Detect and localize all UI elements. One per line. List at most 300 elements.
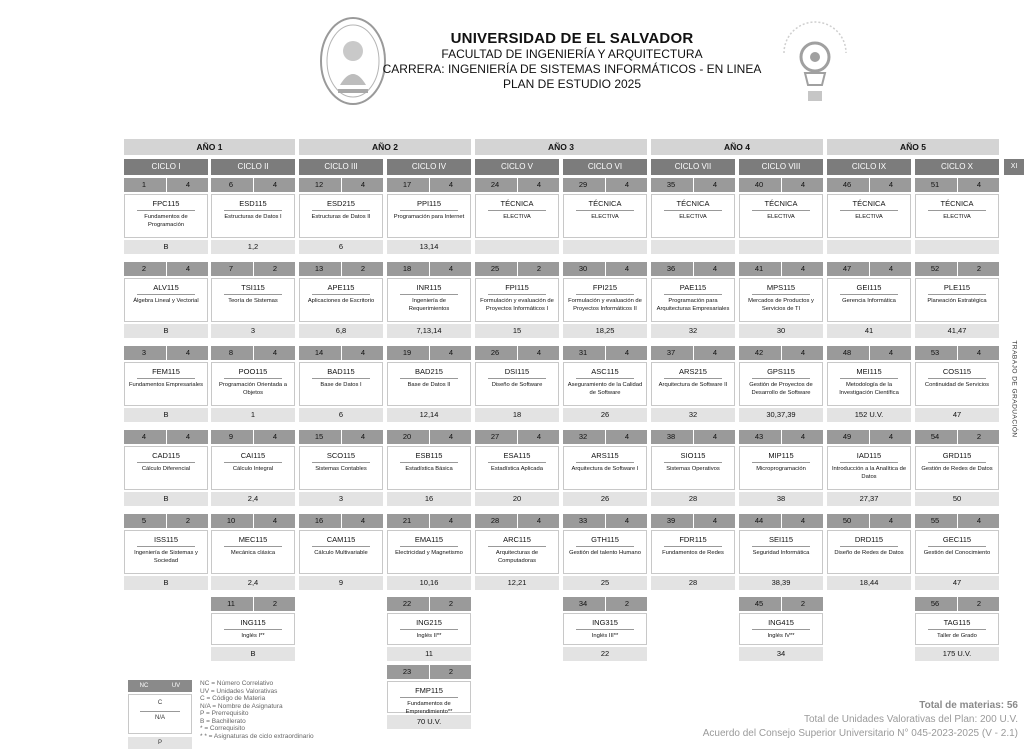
course-nc: 43 — [754, 432, 764, 441]
course-body[interactable] — [211, 194, 295, 238]
course-body[interactable] — [651, 362, 735, 406]
number-divider — [429, 178, 430, 192]
course-nc: 22 — [402, 599, 412, 608]
course-number-bar — [563, 178, 647, 192]
course-nc: 32 — [578, 432, 588, 441]
year-header: AÑO 4 — [651, 139, 823, 155]
course-uv: 4 — [448, 180, 454, 189]
course-body[interactable] — [475, 194, 559, 238]
course-name: Cálculo Multivariable — [314, 550, 368, 556]
course-name: ELECTIVA — [855, 214, 883, 220]
number-divider — [693, 514, 694, 528]
course-number-bar — [827, 430, 911, 444]
course-code: PLE115 — [928, 283, 986, 295]
number-divider — [693, 178, 694, 192]
course-name: ELECTIVA — [767, 214, 795, 220]
course-prerequisite: 26 — [563, 408, 647, 422]
course-body[interactable] — [387, 530, 471, 574]
course-nc: 13 — [314, 264, 324, 273]
number-divider — [429, 430, 430, 444]
course-nc: 45 — [754, 599, 764, 608]
course-name: Introducción a la Analítica de Datos — [831, 466, 907, 480]
course-code: ESA115 — [488, 451, 546, 463]
course-uv: 4 — [888, 180, 894, 189]
course-body[interactable] — [299, 530, 383, 574]
course-prerequisite — [915, 240, 999, 254]
course-body[interactable] — [915, 530, 999, 574]
legend-item: P = Prerrequisito — [200, 710, 249, 717]
course-number-bar — [387, 178, 471, 192]
course-number-bar — [475, 178, 559, 192]
course-nc: 56 — [930, 599, 940, 608]
number-divider — [253, 514, 254, 528]
course-nc: 47 — [842, 264, 852, 273]
course-number-bar — [124, 430, 208, 444]
course-name: Inglés I** — [241, 633, 265, 639]
course-body[interactable] — [124, 278, 208, 322]
course-name: Cálculo Integral — [232, 466, 274, 472]
number-divider — [341, 430, 342, 444]
number-divider — [957, 262, 958, 276]
course-code: ASC115 — [576, 367, 634, 379]
course-body[interactable] — [299, 362, 383, 406]
course-prerequisite: 28 — [651, 492, 735, 506]
course-prerequisite: 3 — [211, 324, 295, 338]
course-body[interactable] — [387, 278, 471, 322]
course-name: Continuidad de Servicios — [924, 382, 990, 388]
legend-item: B = Bachillerato — [200, 717, 246, 725]
course-prerequisite: 28 — [651, 576, 735, 590]
course-prerequisite: 30,37,39 — [739, 408, 823, 422]
course-code: TSI115 — [224, 283, 282, 295]
course-nc: 6 — [228, 180, 234, 189]
course-nc: 18 — [402, 264, 412, 273]
course-body[interactable] — [124, 362, 208, 406]
course-uv: 4 — [800, 180, 806, 189]
course-code: FMP115 — [400, 686, 458, 698]
course-prerequisite: 50 — [915, 492, 999, 506]
course-prerequisite: 47 — [915, 408, 999, 422]
course-prerequisite: 11 — [387, 647, 471, 661]
course-uv: 4 — [888, 432, 894, 441]
course-nc: 19 — [402, 348, 412, 357]
number-divider — [781, 430, 782, 444]
course-nc: 52 — [930, 264, 940, 273]
course-number-bar — [387, 597, 471, 611]
number-divider — [341, 178, 342, 192]
course-code: MIP115 — [752, 451, 810, 463]
course-nc: 51 — [930, 180, 940, 189]
course-body[interactable] — [299, 278, 383, 322]
course-body[interactable] — [827, 530, 911, 574]
course-body[interactable] — [475, 446, 559, 490]
course-number-bar — [915, 430, 999, 444]
course-uv: 2 — [624, 599, 630, 608]
course-name: ELECTIVA — [943, 214, 971, 220]
course-name: ELECTIVA — [591, 214, 619, 220]
course-prerequisite: B — [124, 576, 208, 590]
cycle-xi-header: XI — [1004, 159, 1024, 175]
number-divider — [341, 262, 342, 276]
course-uv: 4 — [624, 180, 630, 189]
year-header: AÑO 5 — [827, 139, 999, 155]
course-body[interactable] — [387, 681, 471, 713]
course-prerequisite: 47 — [915, 576, 999, 590]
course-prerequisite: 1,2 — [211, 240, 295, 254]
course-nc: 24 — [490, 180, 500, 189]
course-code: PAE115 — [664, 283, 722, 295]
legend-item: * * = Asignaturas de ciclo extraordinario — [200, 732, 314, 740]
course-code: ING215 — [400, 618, 458, 630]
course-nc: 44 — [754, 516, 764, 525]
course-body[interactable] — [563, 446, 647, 490]
course-name: Gestión de Proyectos de Desarrollo de Software — [749, 382, 813, 396]
course-body[interactable] — [387, 446, 471, 490]
course-body[interactable] — [651, 530, 735, 574]
course-uv: 4 — [976, 348, 982, 357]
number-divider — [869, 430, 870, 444]
course-uv: 4 — [976, 180, 982, 189]
number-divider — [166, 262, 167, 276]
course-code: GPS115 — [752, 367, 810, 379]
course-name: Formulación y evaluación de Proyectos Informáticos I — [480, 298, 554, 312]
course-body[interactable] — [211, 278, 295, 322]
course-body[interactable] — [299, 194, 383, 238]
number-divider — [781, 514, 782, 528]
course-uv: 4 — [272, 516, 278, 525]
course-code: APE115 — [312, 283, 370, 295]
course-nc: 16 — [314, 516, 324, 525]
course-number-bar — [475, 262, 559, 276]
course-code: ARS115 — [576, 451, 634, 463]
course-name: Inglés II** — [416, 633, 442, 639]
number-divider — [957, 597, 958, 611]
course-prerequisite: 32 — [651, 324, 735, 338]
course-uv: 4 — [448, 432, 454, 441]
course-prerequisite: 25 — [563, 576, 647, 590]
course-number-bar — [387, 346, 471, 360]
course-uv: 2 — [272, 264, 278, 273]
course-uv: 4 — [360, 516, 366, 525]
course-name: Planeación Estratégica — [927, 298, 987, 304]
course-body[interactable] — [827, 194, 911, 238]
number-divider — [605, 514, 606, 528]
course-nc: 14 — [314, 348, 324, 357]
course-number-bar — [563, 346, 647, 360]
course-body[interactable] — [739, 613, 823, 645]
course-prerequisite: B — [124, 408, 208, 422]
number-divider — [781, 346, 782, 360]
course-code: POO115 — [224, 367, 282, 379]
plan-name: PLAN DE ESTUDIO 2025 — [502, 77, 642, 91]
course-body[interactable] — [211, 446, 295, 490]
course-uv: 4 — [800, 264, 806, 273]
course-body[interactable] — [651, 278, 735, 322]
number-divider — [166, 430, 167, 444]
course-uv: 4 — [624, 264, 630, 273]
course-uv: 2 — [448, 667, 454, 676]
course-body[interactable] — [915, 278, 999, 322]
course-body[interactable] — [563, 613, 647, 645]
course-number-bar — [211, 514, 295, 528]
course-number-bar — [915, 514, 999, 528]
course-prerequisite: 41 — [827, 324, 911, 338]
course-body[interactable] — [915, 446, 999, 490]
number-divider — [253, 346, 254, 360]
course-number-bar — [915, 262, 999, 276]
course-uv: 4 — [624, 432, 630, 441]
course-code: BAD115 — [312, 367, 370, 379]
course-body[interactable] — [915, 194, 999, 238]
course-number-bar — [387, 514, 471, 528]
legend-c: C — [157, 700, 163, 706]
course-name: ELECTIVA — [503, 214, 531, 220]
course-number-bar — [739, 178, 823, 192]
course-name: Teoría de Sistemas — [228, 298, 278, 304]
course-number-bar — [475, 346, 559, 360]
course-nc: 17 — [402, 180, 412, 189]
course-code: ARS215 — [664, 367, 722, 379]
year-header: AÑO 3 — [475, 139, 647, 155]
course-body[interactable] — [563, 194, 647, 238]
legend-p: P — [128, 737, 192, 749]
course-name: Metodología de la Investigación Científica — [839, 382, 899, 396]
course-name: Diseño de Redes de Datos — [834, 550, 904, 556]
course-name: Base de Datos I — [320, 382, 362, 388]
course-number-bar — [211, 346, 295, 360]
course-code: TÉCNICA — [664, 199, 722, 211]
course-uv: 4 — [185, 432, 191, 441]
course-number-bar — [299, 262, 383, 276]
course-body[interactable] — [739, 530, 823, 574]
agreement-note: Acuerdo del Consejo Superior Universitario N° 045-2023-2025 (V - 2.1) — [702, 728, 1018, 739]
course-body[interactable] — [211, 530, 295, 574]
course-prerequisite: 70 U.V. — [387, 715, 471, 729]
course-body[interactable] — [739, 278, 823, 322]
course-body[interactable] — [475, 278, 559, 322]
course-name: Mecánica clásica — [230, 550, 276, 556]
course-body[interactable] — [827, 446, 911, 490]
course-name: Ingeniería de Sistemas y Sociedad — [134, 550, 198, 564]
course-body[interactable] — [915, 362, 999, 406]
course-body[interactable] — [827, 278, 911, 322]
course-name: Estructuras de Datos I — [224, 214, 282, 220]
course-body[interactable] — [387, 613, 471, 645]
course-body[interactable] — [299, 446, 383, 490]
course-code: TÉCNICA — [840, 199, 898, 211]
course-code: EMA115 — [400, 535, 458, 547]
course-body[interactable] — [739, 362, 823, 406]
course-number-bar — [299, 514, 383, 528]
legend-nc: NC — [139, 683, 149, 689]
course-code: DRD115 — [840, 535, 898, 547]
course-nc: 8 — [228, 348, 234, 357]
course-number-bar — [563, 262, 647, 276]
course-name: Aplicaciones de Escritorio — [307, 298, 375, 304]
course-number-bar — [124, 178, 208, 192]
course-prerequisite: B — [124, 240, 208, 254]
course-prerequisite: 15 — [475, 324, 559, 338]
course-code: CAD115 — [137, 451, 195, 463]
course-name: ELECTIVA — [679, 214, 707, 220]
course-uv: 4 — [536, 432, 542, 441]
course-nc: 12 — [314, 180, 324, 189]
course-nc: 27 — [490, 432, 500, 441]
course-nc: 46 — [842, 180, 852, 189]
course-prerequisite: 12,21 — [475, 576, 559, 590]
course-number-bar — [475, 430, 559, 444]
course-nc: 41 — [754, 264, 764, 273]
course-prerequisite: 32 — [651, 408, 735, 422]
number-divider — [429, 346, 430, 360]
course-number-bar — [651, 514, 735, 528]
course-name: Arquitecturas de Computadoras — [495, 550, 539, 564]
course-code: FEM115 — [137, 367, 195, 379]
legend-item: UV = Unidades Valorativas — [200, 687, 278, 695]
course-uv: 4 — [888, 348, 894, 357]
course-number-bar — [387, 430, 471, 444]
course-body[interactable] — [387, 194, 471, 238]
course-number-bar — [651, 262, 735, 276]
number-divider — [957, 430, 958, 444]
course-name: Sistemas Operativos — [666, 466, 720, 472]
course-name: Gestión del Conocimiento — [923, 550, 991, 556]
course-number-bar — [124, 262, 208, 276]
course-name: Estadística Básica — [405, 466, 453, 472]
course-uv: 4 — [624, 348, 630, 357]
course-body[interactable] — [563, 530, 647, 574]
course-nc: 40 — [754, 180, 764, 189]
course-body[interactable] — [387, 362, 471, 406]
course-number-bar — [915, 597, 999, 611]
course-number-bar — [387, 665, 471, 679]
course-name: Cálculo Diferencial — [141, 466, 191, 472]
course-body[interactable] — [915, 613, 999, 645]
course-body[interactable] — [124, 446, 208, 490]
course-uv: 4 — [712, 180, 718, 189]
course-name: Programación para Arquitecturas Empresariales — [656, 298, 730, 312]
course-prerequisite: 1 — [211, 408, 295, 422]
course-uv: 2 — [272, 599, 278, 608]
legend-item: N/A = Nombre de Asignatura — [200, 702, 283, 710]
course-body[interactable] — [651, 194, 735, 238]
course-body[interactable] — [739, 446, 823, 490]
course-body[interactable] — [211, 613, 295, 645]
course-code: ESB115 — [400, 451, 458, 463]
course-code: TÉCNICA — [576, 199, 634, 211]
course-body[interactable] — [563, 362, 647, 406]
course-code: ING315 — [576, 618, 634, 630]
course-code: ESD215 — [312, 199, 370, 211]
number-divider — [605, 262, 606, 276]
course-prerequisite: 18,44 — [827, 576, 911, 590]
course-nc: 31 — [578, 348, 588, 357]
course-body[interactable] — [475, 362, 559, 406]
course-number-bar — [915, 346, 999, 360]
course-code: TAG115 — [928, 618, 986, 630]
course-code: GTH115 — [576, 535, 634, 547]
course-body[interactable] — [827, 362, 911, 406]
university-title: UNIVERSIDAD DE EL SALVADOR — [450, 30, 694, 47]
course-code: INR115 — [400, 283, 458, 295]
number-divider — [781, 262, 782, 276]
course-nc: 7 — [228, 264, 234, 273]
course-name: Arquitectura de Software II — [658, 382, 728, 388]
course-body[interactable] — [124, 194, 208, 238]
legend-item: C = Código de Materia — [200, 695, 266, 702]
cycle-header: CICLO VIII — [739, 159, 823, 175]
course-prerequisite: 6,8 — [299, 324, 383, 338]
course-body[interactable] — [651, 446, 735, 490]
course-code: TÉCNICA — [752, 199, 810, 211]
course-body[interactable] — [124, 530, 208, 574]
course-body[interactable] — [563, 278, 647, 322]
course-code: BAD215 — [400, 367, 458, 379]
course-number-bar — [299, 346, 383, 360]
course-number-bar — [299, 430, 383, 444]
course-nc: 2 — [141, 264, 147, 273]
course-code: MEC115 — [224, 535, 282, 547]
course-nc: 5 — [141, 516, 147, 525]
course-uv: 2 — [976, 264, 982, 273]
course-name: Fundamentos de Emprendimiento** — [405, 701, 453, 715]
number-divider — [957, 514, 958, 528]
course-uv: 4 — [536, 180, 542, 189]
course-uv: 4 — [272, 432, 278, 441]
course-prerequisite: 12,14 — [387, 408, 471, 422]
thesis-label: TRABAJO DE GRADUACIÓN — [1010, 340, 1018, 438]
number-divider — [429, 665, 430, 679]
course-nc: 38 — [666, 432, 676, 441]
number-divider — [166, 346, 167, 360]
course-prerequisite: 22 — [563, 647, 647, 661]
page-header — [0, 30, 1024, 92]
cycle-header: CICLO III — [299, 159, 383, 175]
course-body[interactable] — [211, 362, 295, 406]
number-divider — [429, 262, 430, 276]
course-name: Fundamentos de Programación — [144, 214, 188, 228]
course-name: Diseño de Software — [491, 382, 543, 388]
course-number-bar — [827, 514, 911, 528]
legend-item: NC = Número Correlativo — [200, 680, 274, 687]
course-uv: 4 — [712, 348, 718, 357]
year-header: AÑO 2 — [299, 139, 471, 155]
thesis-label-box — [1006, 326, 1022, 452]
cycle-header: CICLO X — [915, 159, 999, 175]
course-nc: 20 — [402, 432, 412, 441]
course-prerequisite — [739, 240, 823, 254]
course-uv: 4 — [712, 516, 718, 525]
course-uv: 2 — [976, 432, 982, 441]
course-prerequisite: B — [124, 324, 208, 338]
course-nc: 33 — [578, 516, 588, 525]
course-body[interactable] — [739, 194, 823, 238]
course-nc: 29 — [578, 180, 588, 189]
course-prerequisite: 18 — [475, 408, 559, 422]
cycle-header: CICLO I — [124, 159, 208, 175]
course-uv: 4 — [272, 348, 278, 357]
course-uv: 4 — [185, 348, 191, 357]
course-code: TÉCNICA — [928, 199, 986, 211]
course-uv: 4 — [185, 180, 191, 189]
number-divider — [253, 430, 254, 444]
number-divider — [605, 178, 606, 192]
course-name: Inglés IV** — [767, 633, 795, 639]
course-body[interactable] — [475, 530, 559, 574]
course-code: SIO115 — [664, 451, 722, 463]
number-divider — [517, 514, 518, 528]
course-prerequisite: 34 — [739, 647, 823, 661]
